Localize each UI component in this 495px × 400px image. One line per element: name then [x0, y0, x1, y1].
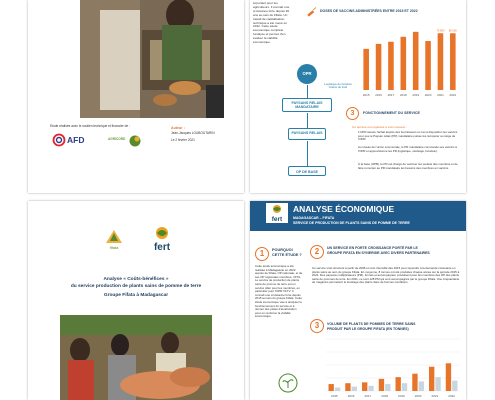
vaccine-tick-2015: 2015: [362, 93, 370, 97]
relais-mandataire-label: PAYSANS RELAIS MANDATAIRE: [291, 101, 323, 109]
opr-note: Logistique de livraison chaîne du froid: [324, 82, 352, 90]
section-2-title-line-1: UN SERVICE EN FORTE CROISSANCE PORTÉ PAR LE: [327, 246, 418, 250]
vaccine-bar-2018: [401, 37, 407, 90]
vaccine-bar-2015: [363, 49, 369, 90]
study-credit-text: Etude réalisée avec le soutien technique et financier de :: [50, 124, 130, 128]
potato-bar-s1-2017: [368, 386, 373, 391]
section-3-number-p4: 3: [310, 319, 324, 333]
section-1-number: 1: [255, 247, 269, 261]
vaccine-tick-2019: 2019: [412, 93, 420, 97]
plant-icon: [278, 373, 298, 393]
op-de-base-label: OP DE BASE: [295, 170, 319, 174]
author-name: Jean-Jacques LOUBOUTARIN: [171, 131, 215, 135]
section-3-title-line-2-p4: PRODUIT PAR LE GROUPE FIFATA (EN TONNES): [327, 327, 409, 331]
potato-tick-2022: 2022: [448, 394, 455, 398]
potato-bar-s0-2016: [345, 383, 350, 391]
vaccine-bar-2020: [425, 41, 431, 90]
paysans-relais-box: [288, 128, 326, 140]
potato-bar-s1-2018: [385, 384, 390, 391]
vaccine-tick-2022: 2022: [449, 93, 457, 97]
potato-tick-2021: 2021: [431, 394, 439, 398]
vaccine-tick-2017: 2017: [387, 93, 395, 97]
header-subtitle-2: SERVICE DE PRODUCTION DE PLANTS SAINS DE POMME DE TERRE: [293, 221, 410, 225]
potato-bar-s0-2021: [429, 367, 434, 391]
potato-tick-2015: 2015: [331, 394, 338, 398]
potato-bar-s0-2022: [446, 363, 451, 391]
section-2-number: 2: [310, 245, 324, 259]
section-1-title-line-1: POURQUOI: [272, 248, 293, 252]
potato-bar-s1-2019: [402, 383, 407, 391]
opr-label: OPR: [302, 71, 312, 76]
intro-text: important pour les agriculteurs. Il connaît une croissance forte depuis 20 ans au sein de Fifata. Un travail de capitalisation technique a été mené en 2012. Cette étude économique complète l'analyse et permet d'en évaluer la viabilité économique.: [253, 1, 290, 45]
fifata-logo-text: fifata: [109, 245, 119, 250]
potato-tick-2020: 2020: [414, 394, 422, 398]
section-3-title-line-1-p4: VOLUME DE PLANTS DE POMMES DE TERRE SAINS: [327, 322, 416, 326]
flow-arrow-1: [307, 85, 308, 98]
fert-logo-text: fert: [153, 242, 171, 253]
vaccine-value-label-2022: 80 000: [448, 29, 457, 33]
vaccine-bar-chart: [356, 20, 461, 100]
op-de-base-box: [288, 166, 326, 176]
vaccine-value-label-2021: 79 800: [436, 29, 445, 33]
vaccine-bar-2016: [376, 44, 382, 90]
paysans-relais-label: PAYSANS RELAIS: [291, 131, 323, 135]
document-page-3: [28, 201, 244, 400]
header-brand-box: [266, 203, 288, 223]
section-3-item-2: Au niveau de l'union communale, le PR mandataire commande ses vaccins à l'OPR et approvisionne les PR (logistique, stockage, livraison).: [358, 145, 457, 153]
potato-bar-s0-2018: [379, 379, 384, 391]
potato-tick-2017: 2017: [364, 394, 372, 398]
potato-bar-s1-2020: [419, 381, 424, 391]
vaccine-chart-title: DOSES DE VACCINS ADMINISTRÉES ENTRE 2015 ET 2022: [320, 9, 418, 13]
vaccine-tick-2021: 2021: [437, 93, 444, 97]
potato-bar-s1-2022: [452, 381, 457, 391]
potato-bar-s0-2017: [362, 382, 367, 391]
publication-date: Le 2 février 2021: [171, 138, 195, 142]
section-3-item-1: L'OPR assure l'achat auprès des fournisseurs et met à disposition les vaccins pour que le Paysan relais (PR) mandataire puisse les récupérer au siège de l'OPR.: [358, 130, 458, 142]
afd-logo-text: AFD: [67, 135, 85, 145]
potato-bar-s0-2020: [412, 374, 417, 391]
header-subtitle-1: MADAGASCAR – FIFATA: [293, 216, 335, 220]
section-3-item-3: À la base (OPB), le PR est chargé de vacciner les poulets des membres et de faire remonter au PR mandataire les besoins des membres en vaccins.: [358, 162, 458, 170]
partner-logo-icon: [129, 134, 141, 146]
vaccine-bar-2019: [413, 32, 419, 90]
section-1-text: Cette étude économique a été réalisée à Madagascar en 2022 auprès de Fifata, OP nationale, et de ses OP régionales membres, VFTA. Le service de production de plants sains de pomme de terre est un service pilier pour les membres, en particulier pour l'OPR VFTV. Il connaît une croissance forte depuis 2015 au sein du groupe Fifata. Cette étude économique vise à analyser le fonctionnement du service et à donner des pistes d'amélioration pour en renforcer la viabilité économique.: [255, 264, 303, 319]
fert-logo: [146, 225, 178, 253]
intro-text-panel: [250, 0, 292, 60]
potato-bar-s0-2015: [329, 384, 334, 391]
opr-circle: [297, 64, 317, 84]
potato-tick-2016: 2016: [347, 394, 355, 398]
agricord-logo: AGRICORD: [108, 137, 126, 141]
relais-mandataire-box: [282, 98, 332, 112]
author-label: Auteur :: [171, 126, 185, 130]
document-page-2: [250, 0, 466, 193]
potato-bar-s1-2015: [335, 388, 340, 391]
cover-photo-potato-harvest: [60, 315, 212, 400]
document-page-4: [250, 201, 466, 400]
cover-photo-woman-chickens: [80, 0, 224, 118]
potato-tick-2019: 2019: [398, 394, 405, 398]
potato-bar-s1-2021: [435, 377, 440, 391]
document-page-1: [28, 0, 244, 193]
section-3-intro: Ce service est organisé à trois niveaux :: [352, 125, 407, 129]
flow-arrow-3: [307, 141, 308, 166]
vaccine-bar-2022: [450, 33, 456, 90]
section-1-title-line-2: CETTE ÉTUDE ?: [272, 253, 302, 257]
potato-plants-bar-chart: [320, 335, 462, 400]
section-3-number: 3: [346, 107, 359, 120]
header-title: ANALYSE ÉCONOMIQUE: [293, 204, 395, 214]
header-brand-text: fert: [271, 216, 283, 223]
cover-title-line-1: Analyse « Coûts-bénéfices »: [103, 277, 169, 282]
cover-title-line-2: du service production de plants sains de pomme de terre: [70, 284, 202, 289]
potato-bar-s1-2016: [352, 387, 357, 391]
vaccine-tick-2018: 2018: [399, 93, 407, 97]
section-2-text: Ce service s'est structuré à partir de 2008 et s'est intensifié dès 2015 pour répondre à la demande croissante en plants sains au sein du groupe Fifata. En moyenne, 8 tonnes ont été produites chaque année sur la période 2015 à 2021. Des paysans multiplicateurs (PM), formés et accompagnés, produisent pour les membres des OP des plants sains de pommes de terre. En 2021, ce sont 128 PM qui sont accompagnés par le groupe Fifata. Une cinquantaine de magasins permettent le stockage des plants dans de bonnes conditions.: [312, 266, 460, 285]
flow-arrow-2: [307, 113, 308, 128]
afd-logo: [52, 133, 88, 147]
vaccine-tick-2016: 2016: [375, 93, 382, 97]
gutter-horizontal: [0, 193, 495, 201]
potato-bar-s0-2019: [396, 377, 401, 391]
vaccine-bar-2017: [388, 42, 394, 90]
fifata-logo: [100, 227, 128, 251]
section-3-title: FONCTIONNEMENT DU SERVICE: [363, 111, 420, 115]
potato-tick-2018: 2018: [381, 394, 388, 398]
cover-title-line-3: Groupe Fifata à Madagascar: [103, 293, 169, 298]
syringe-icon: [305, 6, 317, 18]
section-2-title-line-2: GROUPE FIFATA EN SYNERGIE AVEC DIVERS PARTENAIRES: [327, 251, 430, 255]
vaccine-bar-2021: [438, 33, 444, 90]
vaccine-tick-2020: 2020: [424, 93, 432, 97]
